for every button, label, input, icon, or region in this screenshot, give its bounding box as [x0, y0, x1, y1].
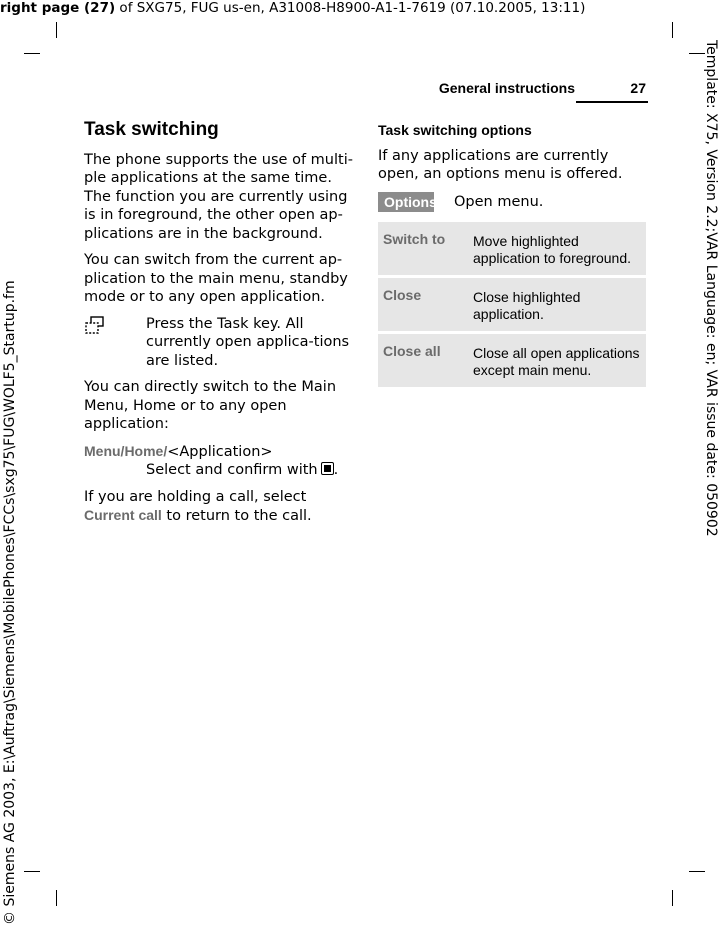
paragraph-switch: You can switch from the current ap-plication to the main menu, standby mode or to any open application. [84, 252, 348, 305]
option-row-switch-to [378, 222, 646, 275]
application-placeholder: <Application> [167, 443, 273, 460]
crop-mark [672, 22, 673, 38]
print-header [0, 0, 585, 16]
template-info: Template: X75, Version 2.2;VAR Language: en; VAR issue date: 050902 [703, 40, 719, 537]
paragraph-holding-call [84, 488, 354, 526]
page-header [398, 80, 648, 102]
task-key-icon [84, 315, 146, 371]
header-rule [576, 101, 648, 103]
crop-mark [56, 890, 57, 906]
menu-home-keyword: Menu/Home/ [84, 442, 168, 459]
task-key-instruction [84, 315, 354, 371]
option-row-close [378, 278, 646, 331]
softkey-row [378, 192, 646, 213]
crop-mark [24, 53, 40, 54]
crop-mark [689, 871, 705, 872]
holding-call-text: If you are holding a call, select [84, 488, 307, 505]
return-call-text: to return to the call. [166, 508, 312, 524]
task-key-text: Press the Task key. All currently open applica-tions are listed. [146, 315, 350, 369]
options-intro: If any applications are currently open, an options menu is offered. [378, 147, 623, 182]
section-title: General instructions [438, 80, 575, 96]
crop-mark [24, 871, 40, 872]
right-column [378, 121, 646, 390]
current-call-keyword: Current call [84, 507, 162, 523]
crop-mark [672, 890, 673, 906]
print-header-bold: right page (27) [0, 0, 116, 16]
crop-mark [56, 22, 57, 38]
option-key: Close [383, 287, 422, 303]
copyright-path: © Siemens AG 2003, E:\Auftrag\Siemens\MobilePhones\FCCs\sxg75\FUG\WOLF5_Startup.fm [2, 280, 18, 925]
center-key-icon [321, 462, 334, 475]
page-number: 27 [630, 80, 646, 96]
open-menu-text: Open menu. [454, 193, 544, 210]
options-softkey: Options [378, 192, 434, 213]
menu-instruction: Menu/Home/<Application> Select and confirm with . [84, 442, 339, 478]
print-header-rest: of SXG75, FUG us-en, A31008-H8900-A1-1-7619 (07.10.2005, 13:11) [115, 0, 586, 16]
section-heading: Task switching [84, 119, 219, 140]
options-heading: Task switching options [378, 122, 532, 138]
option-description: Move highlighted application to foreground. [473, 233, 631, 266]
confirm-text: Select and confirm with [146, 462, 318, 478]
option-row-close-all [378, 334, 646, 387]
option-description: Close highlighted application. [473, 289, 581, 322]
option-key: Close all [383, 343, 441, 359]
option-key: Switch to [383, 231, 446, 247]
option-description: Close all open applications except main menu. [473, 345, 640, 378]
paragraph-intro: The phone supports the use of multi-ple applications at the same time. The function you are currently using is in foreground, the other open ap-plications are in the background. [84, 151, 353, 242]
paragraph-direct: You can directly switch to the Main Menu, Home or to any open application: [84, 379, 337, 432]
left-column [84, 121, 354, 534]
